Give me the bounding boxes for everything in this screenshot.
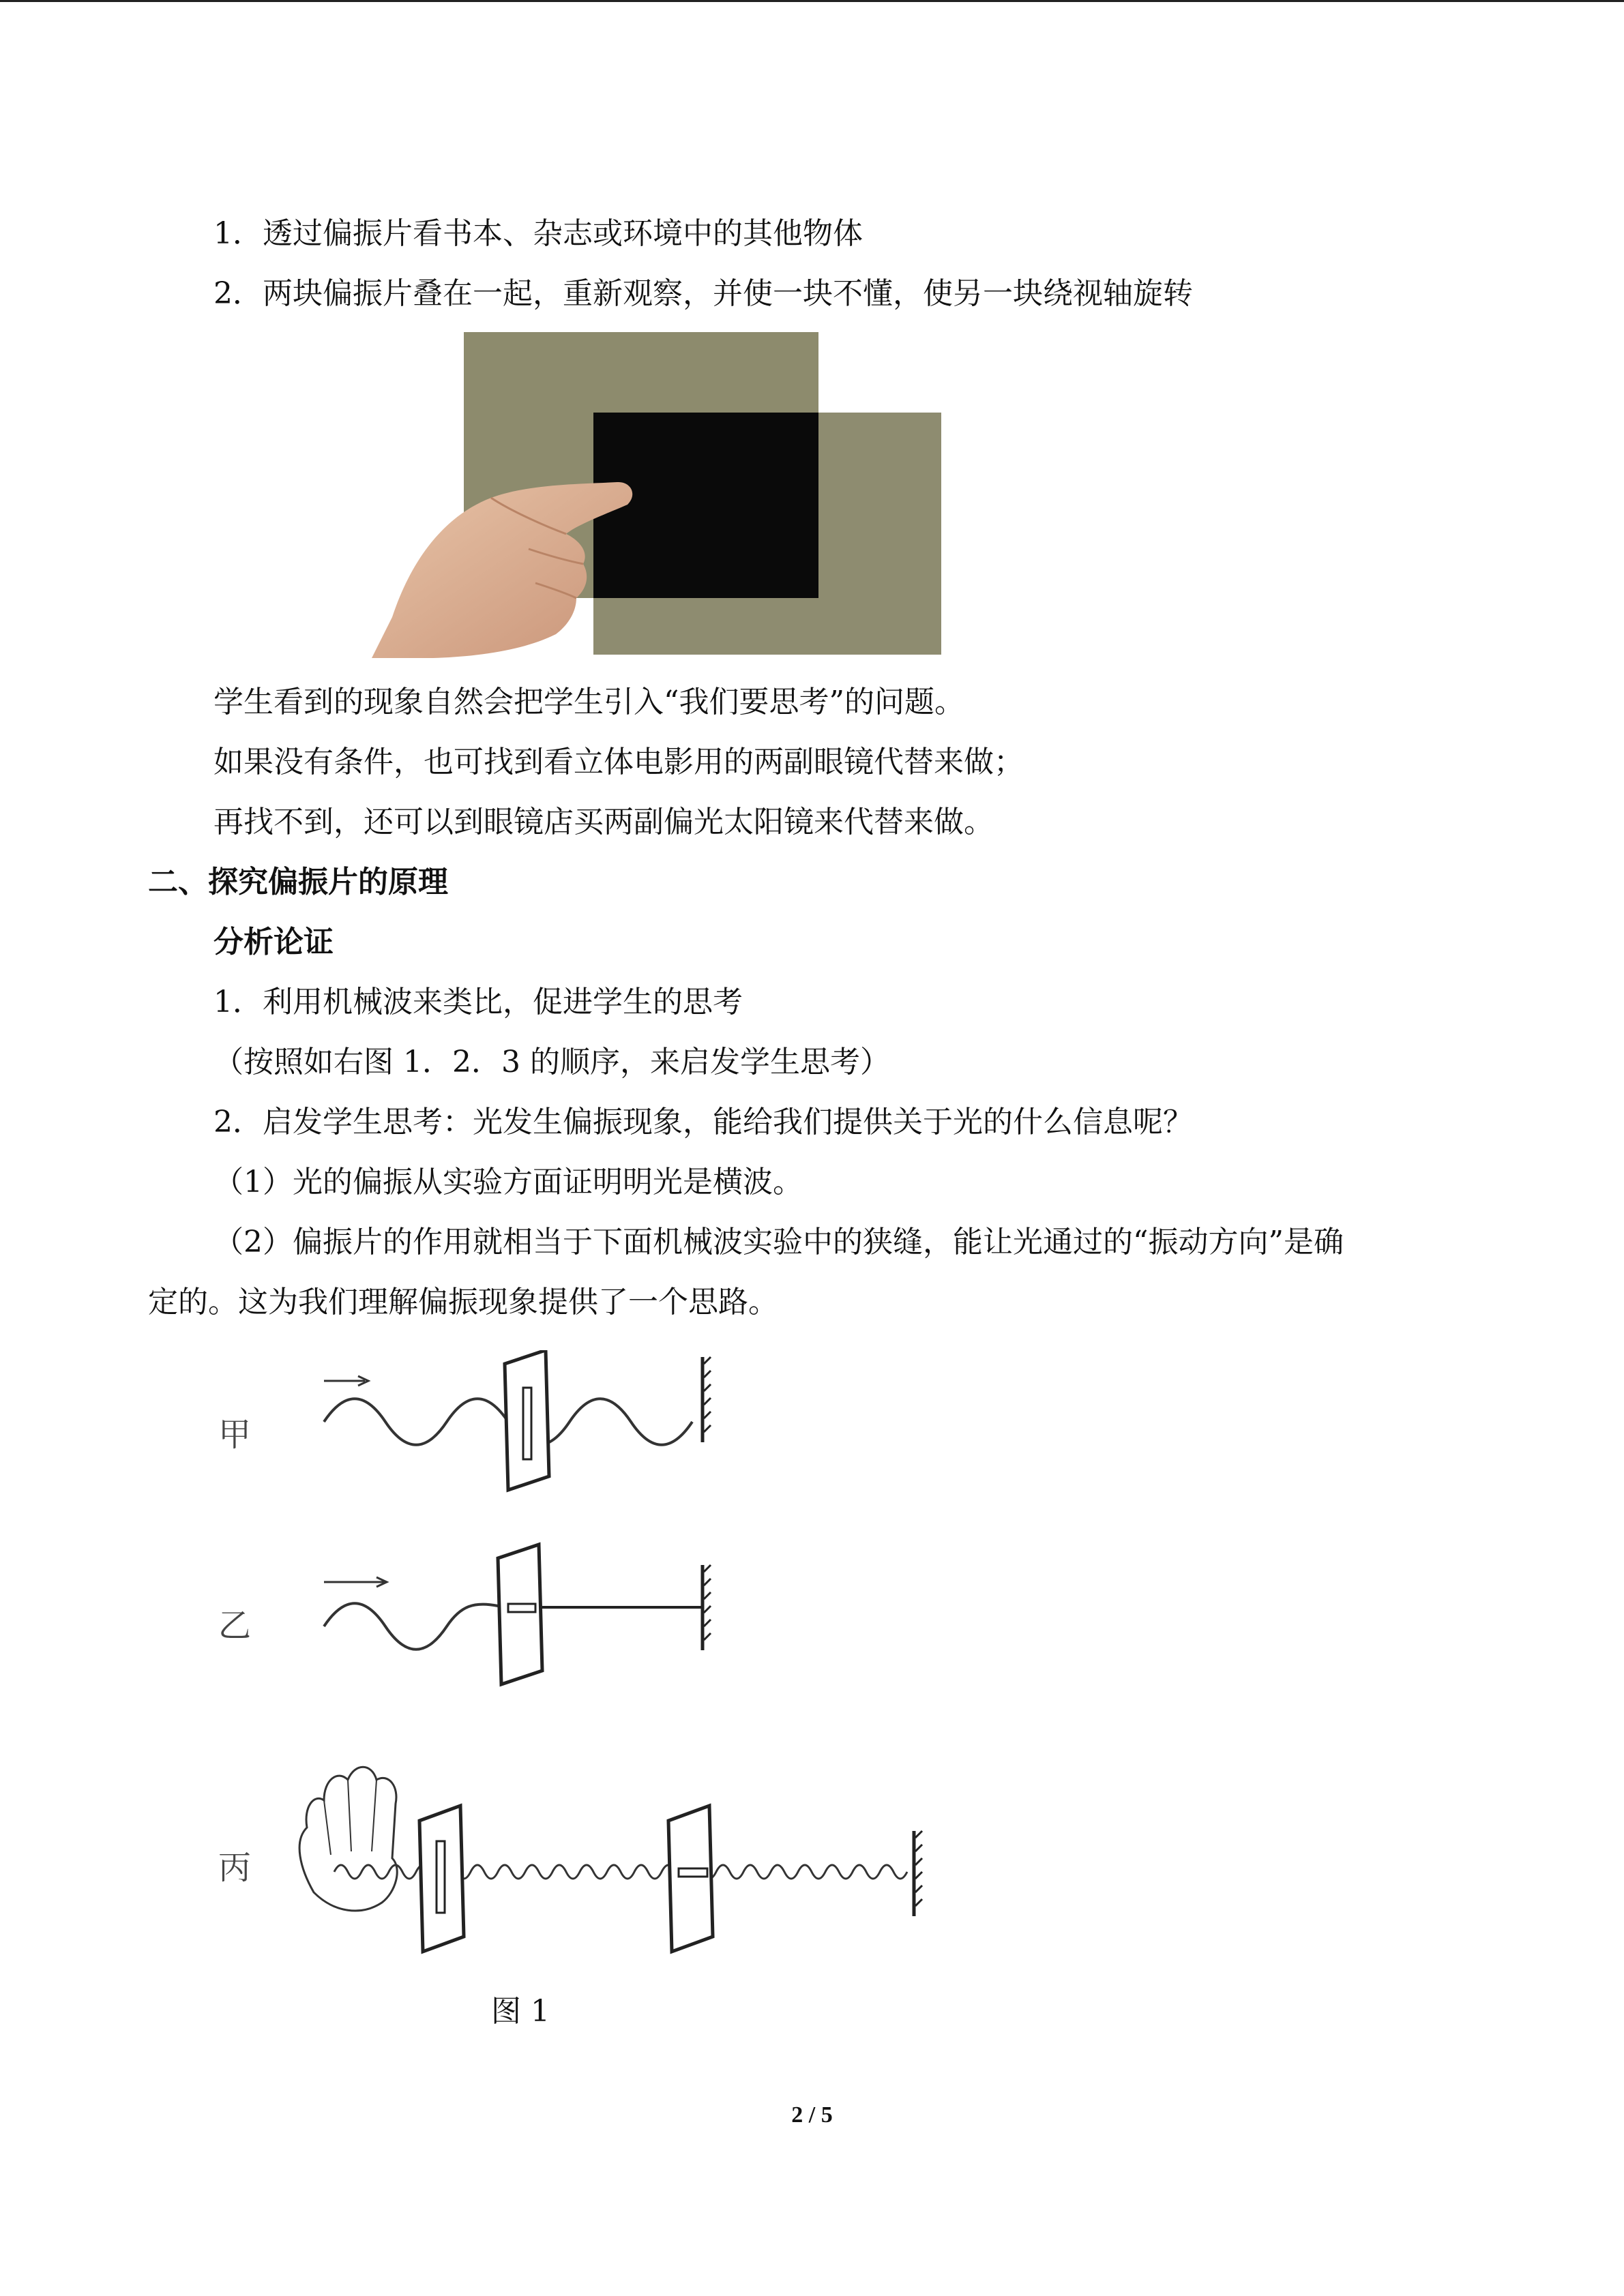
paragraph-question: 2．启发学生思考：光发生偏振现象，能给我们提供关于光的什么信息呢？: [213, 1105, 1193, 1139]
paragraph-point-1: （1）光的偏振从实验方面证明明光是横波。: [213, 1165, 803, 1199]
hand-icon: [299, 1767, 397, 1911]
paragraph-point-2b: 定的。这为我们理解偏振现象提供了一个思路。: [148, 1285, 778, 1320]
paragraph-item-1: 1．透过偏振片看书本、杂志或环境中的其他物体: [213, 216, 863, 251]
vertical-slit-c1: [437, 1841, 445, 1913]
paragraph-point-2a: （2）偏振片的作用就相当于下面机械波实验中的狭缝，能让光通过的“振动方向”是确: [213, 1225, 1344, 1259]
vertical-slit-a: [523, 1388, 531, 1459]
overlap-dark-region: [593, 413, 818, 598]
page-top-border: [0, 0, 1624, 2]
paragraph-observation: 学生看到的现象自然会把学生引入“我们要思考”的问题。: [213, 685, 964, 719]
wall-c-hatch: [915, 1831, 922, 1906]
section-heading: 二、探究偏振片的原理: [148, 865, 448, 899]
polarizer-photo: [372, 331, 941, 658]
figure-caption: 图 1: [491, 1994, 550, 2029]
page-number: 2 / 5: [791, 2102, 833, 2128]
paragraph-analogy: 1．利用机械波来类比，促进学生的思考: [213, 985, 743, 1019]
wave-b-line: [324, 1603, 498, 1650]
label-bing: 丙: [218, 1849, 252, 1887]
paragraph-alternative-1: 如果没有条件，也可找到看立体电影用的两副眼镜代替来做；: [213, 745, 1024, 779]
wall-a-hatch: [704, 1357, 711, 1432]
subheading: 分析论证: [213, 925, 334, 959]
mechanical-wave-figure: [198, 1350, 948, 1984]
horizontal-slit-c2: [679, 1868, 707, 1877]
label-jia: 甲: [218, 1416, 252, 1454]
barrier-c2: [668, 1806, 713, 1952]
horizontal-slit-b: [508, 1604, 535, 1612]
paragraph-item-2: 2．两块偏振片叠在一起，重新观察，并使一块不懂，使另一块绕视轴旋转: [213, 276, 1193, 311]
barrier-b: [498, 1545, 542, 1684]
paragraph-alternative-2: 再找不到，还可以到眼镜店买两副偏光太阳镜来代替来做。: [213, 805, 994, 839]
label-yi: 乙: [218, 1607, 252, 1645]
wall-b-hatch: [704, 1565, 711, 1640]
paragraph-order-note: （按照如右图 1．2．3 的顺序，来启发学生思考）: [213, 1045, 890, 1079]
